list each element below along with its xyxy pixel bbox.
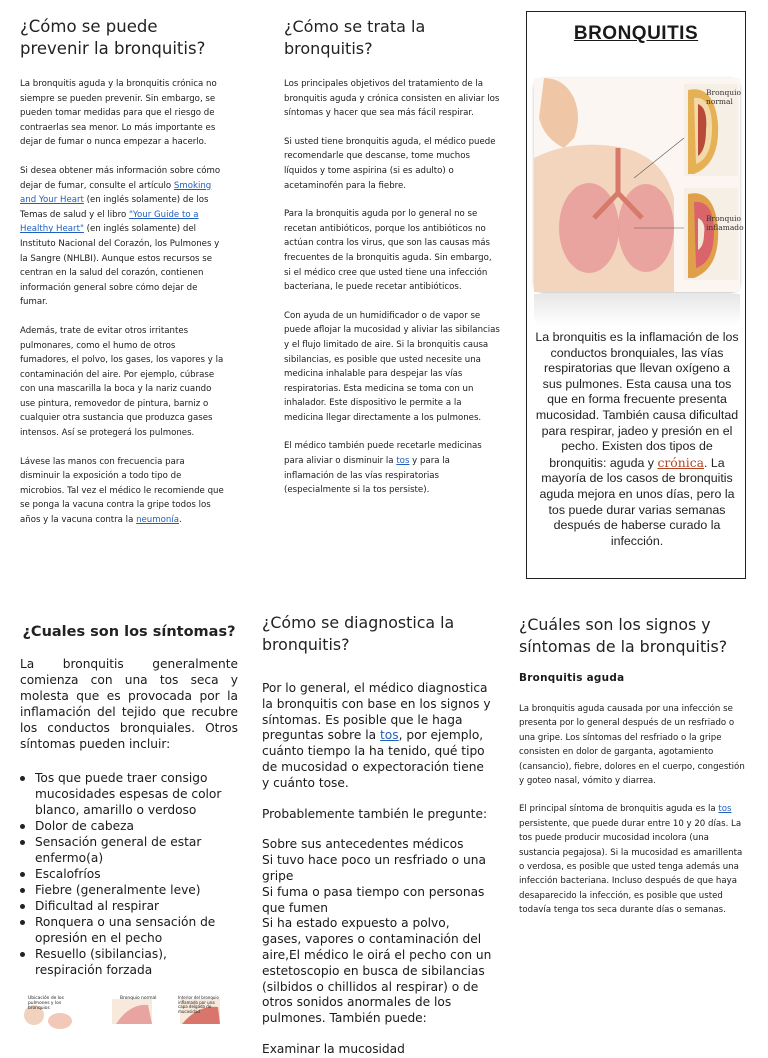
signs-paragraph-2 <box>519 802 747 917</box>
list-item: Fiebre (generalmente leve) <box>20 882 238 898</box>
text-segment: Lávese las manos con frecuencia para disminuir la exposición a todo tipo de microbios. Tal vez el médico le recomiende que se ponga la vacuna contra la gripe todos los años y la vacuna contra la <box>20 456 224 526</box>
label-normal <box>706 88 741 106</box>
box-title: BRONQUITIS <box>573 23 699 44</box>
bronchi-illustration <box>534 78 744 292</box>
treatment-paragraph-1: Los principales objetivos del tratamiento de la bronquitis aguda y crónica consisten en aliviar los síntomas y hacer que sea más fácil respirar. <box>284 79 500 119</box>
text-segment: (en inglés solamente) del Instituto Nacional del Corazón, los Pulmones y la Sangre (NHLBI). Aunque estos recursos se centran en la salud del corazón, contienen información general sobre cómo dejar de fumar. <box>20 224 220 308</box>
image-reflection <box>534 294 740 326</box>
list-item: Dificultad al respirar <box>20 898 238 914</box>
diagnosis-question-line: Sobre sus antecedentes médicos <box>262 837 464 852</box>
text-segment: y para la inflamación de las vías respiratorias (especialmente si la tos persiste). <box>284 456 450 496</box>
diagnosis-question-line: Si fuma o pasa tiempo con personas que fumen <box>262 884 485 915</box>
list-item: Resuello (sibilancias), respiración forzada <box>20 946 238 978</box>
tos-link[interactable]: tos <box>380 728 399 743</box>
tos-link[interactable]: tos <box>396 456 410 467</box>
diagnosis-paragraph-2: Probablemente también le pregunte: <box>262 806 488 821</box>
treatment-heading: ¿Cómo se trata la bronquitis? <box>284 17 426 58</box>
tos-link[interactable]: tos <box>718 804 732 815</box>
label-normal-line-2: normal <box>706 97 733 106</box>
text-segment: , por ejemplo, cuánto tiempo la ha tenido, qué tipo de mucosidad o expectoración tiene y cuánto tose. <box>262 728 485 790</box>
text-segment: (en inglés solamente) de los Temas de salud y el libro <box>20 195 209 220</box>
diagnosis-paragraph-4: Examinar la mucosidad <box>262 1041 405 1056</box>
list-item: Tos que puede traer consigo mucosidades espesas de color blanco, amarillo o verdoso <box>20 770 238 818</box>
bronchi-diagram-thumbnail <box>20 995 220 1024</box>
text-segment: . La mayoría de los casos de bronquitis aguda mejora en unos días, pero la tos puede durar varias semanas después de haberse curado la infección. <box>539 455 735 548</box>
list-item: Escalofríos <box>20 866 238 882</box>
diagnosis-paragraph-1 <box>262 681 492 792</box>
text-segment: persistente, que puede durar entre 10 y 20 días. La tos puede producir mucosidad incolora (una sustancia pegajosa). Si la mucosidad es amarillenta o verdosa, es posible que usted tenga además una infección bacteriana. Incluso después de que haya desaparecido la infección, es posible que usted todavía tenga tos seca durante días o semanas. <box>519 818 743 916</box>
neumonia-link[interactable]: neumonía <box>136 515 179 526</box>
treatment-paragraph-3: Para la bronquitis aguda por lo general no se recetan antibióticos, porque los antibióticos no actúan contra los virus, que son las causas más frecuentes de la bronquitis aguda. Sin embargo, si el médico cree que usted tiene una infección bacteriana, le puede recetar antibióticos. <box>284 209 492 293</box>
text-segment: El médico también puede recetarle medicinas para aliviar o disminuir la <box>284 441 482 467</box>
text-segment: La bronquitis es la inflamación de los conductos bronquiales, las vías respiratorias que llevan oxígeno a sus pulmones. Esta causa una tos que en forma frecuente presenta mucosidad. También causa dificultad para respirar, jadeo y presión en el pecho. Existen dos tipos de bronquitis: aguda y <box>535 330 739 470</box>
smoking-heart-link[interactable]: Smoking and Your Heart <box>20 180 212 206</box>
diagram-label-inflamed: Interior del bronquio inflamado por una capa delgada de mucosidad <box>178 995 219 1014</box>
signs-paragraph-1: La bronquitis aguda causada por una infección se presenta por lo general después de un resfriado o una gripe. Los síntomas del resfriado o la gripe consisten en dolor de garganta, agotamiento (cansancio), fiebre, dolores en el cuerpo, congestión y goteo nasal, vómito y diarrea. <box>519 704 745 787</box>
text-segment: El principal síntoma de bronquitis aguda es la <box>519 804 719 815</box>
list-item: Sensación general de estar enfermo(a) <box>20 834 238 866</box>
prevention-paragraph-2 <box>20 164 226 310</box>
prevention-heading: ¿Cómo se puede prevenir la bronquitis? <box>20 17 206 58</box>
treatment-paragraph-2: Si usted tiene bronquitis aguda, el médico puede recomendarle que descanse, tome muchos líquidos y tome aspirina (si es adulto) o acetaminofén para la fiebre. <box>284 136 496 191</box>
cronica-link[interactable]: crónica <box>657 454 705 470</box>
symptoms-list <box>20 770 238 978</box>
symptoms-column <box>20 622 238 978</box>
text-segment: Por lo general, el médico diagnostica la bronquitis con base en los signos y síntomas. Es posible que le haga preguntas sobre la <box>262 681 491 743</box>
healthy-heart-guide-link[interactable]: "Your Guide to a Healthy Heart" <box>20 209 199 235</box>
diagnosis-question-line: Si ha estado expuesto a polvo, gases, vapores o contaminación del aire,El médico le oirá el pecho con un estetoscopio en busca de sibilancias (silbidos o chillidos al respirar) o de otros sonidos anormales de los pulmones. También puede: <box>262 916 492 1026</box>
diagnosis-heading: ¿Cómo se diagnostica la bronquitis? <box>262 613 455 654</box>
prevention-paragraph-1: La bronquitis aguda y la bronquitis crónica no siempre se pueden prevenir. Sin embargo, se pueden tomar medidas para que el riesgo de contraerlas sea menor. Lo más importante es dejar de fumar o nunca empezar a hacerlo. <box>20 79 217 148</box>
text-segment: Si desea obtener más información sobre cómo dejar de fumar, consulte el artículo <box>20 165 221 191</box>
spacer <box>262 1027 492 1042</box>
prevention-paragraph-4 <box>20 455 226 528</box>
label-inflamed-line-1: Bronquio <box>706 214 741 223</box>
spacer <box>262 792 492 807</box>
list-item: Dolor de cabeza <box>20 818 238 834</box>
signs-column <box>519 614 747 932</box>
list-item: Ronquera o una sensación de opresión en el pecho <box>20 914 238 946</box>
diagram-label-location: Ubicación de los pulmones y los bronquios <box>28 996 64 1011</box>
treatment-paragraph-5 <box>284 439 500 497</box>
diagnosis-question-line: Si tuvo hace poco un resfriado o una gripe <box>262 853 486 883</box>
treatment-paragraph-4: Con ayuda de un humidificador o de vapor se puede aflojar la mucosidad y aliviar las sibilancias y el flujo limitado de aire. Si la bronquitis causa sibilancias, es posible que usted necesite una medicina inhalable para despejar las vías respiratorias. Esta medicina se toma con un inhalador. Este dispositivo le permite a la medicina llegar directamente a los pulmones. <box>284 310 500 423</box>
symptoms-heading: ¿Cuales son los síntomas? <box>22 624 236 640</box>
text-segment: . <box>179 515 182 526</box>
label-normal-line-1: Bronquio <box>706 88 741 97</box>
label-inflamed-line-2: inflamado <box>706 223 744 232</box>
acute-subheading: Bronquitis aguda <box>519 672 625 684</box>
signs-heading: ¿Cuáles son los signos y síntomas de la bronquitis? <box>519 615 728 656</box>
prevention-column <box>20 16 226 542</box>
diagram-label-normal: Bronquio normal <box>120 996 157 1001</box>
diagnosis-column <box>262 612 492 1058</box>
prevention-paragraph-3: Además, trate de evitar otros irritantes pulmonares, como el humo de otros fumadores, el polvo, los gases, los vapores y la contaminación del aire. Por ejemplo, cúbrase con una mascarilla la boca y la nariz cuando use pintura, removedor de pintura, barniz o cualquier otra sustancia que produzca gases intensos. Así se protegerá los pulmones. <box>20 325 224 439</box>
symptoms-intro: La bronquitis generalmente comienza con una tos seca y molesta que es provocada por la inflamación del tejido que recubre los conductos bronquiales. Otros síntomas pueden incluir: <box>20 657 238 751</box>
treatment-column <box>284 16 500 512</box>
label-inflamed <box>706 214 744 232</box>
spacer <box>262 822 492 837</box>
bronquitis-description <box>534 330 740 549</box>
bronquitis-box <box>526 11 746 579</box>
